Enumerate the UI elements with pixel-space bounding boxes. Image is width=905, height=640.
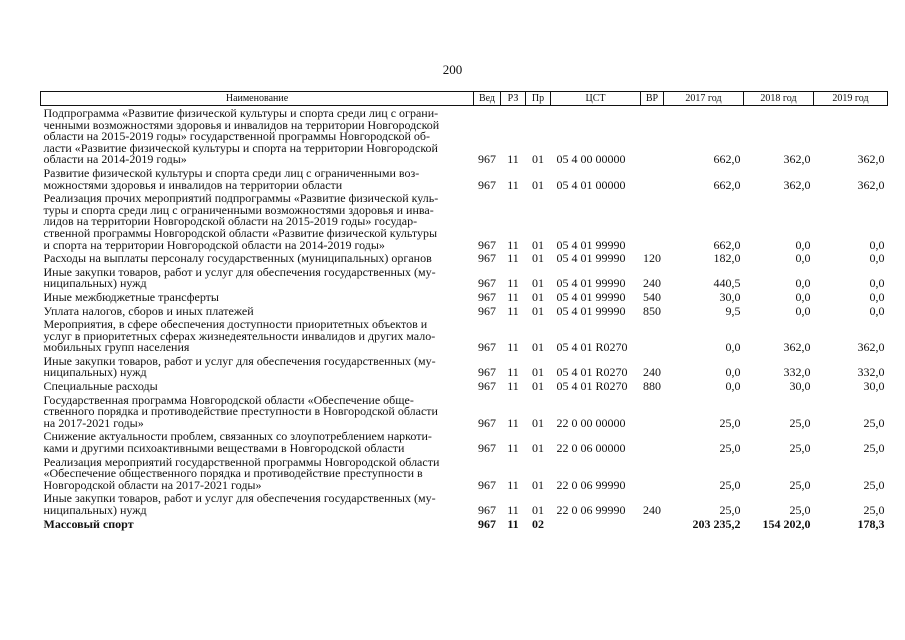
table-row (41, 491, 888, 516)
row-rz: 11 (507, 340, 519, 355)
row-cst: 05 4 01 R0270 (556, 379, 628, 394)
row-name-line: Иные межбюджетные трансферты (43, 289, 219, 304)
row-name-line: Реализация мероприятий государственной программы Новгородской области (43, 454, 440, 469)
row-pr: 01 (532, 340, 544, 355)
row-pr: 01 (532, 251, 544, 266)
table-row (41, 304, 888, 318)
row-2017: 440,5 (713, 276, 741, 291)
row-vr: 540 (643, 289, 661, 304)
row-cst: 05 4 01 99990 (556, 237, 626, 252)
row-vr (641, 393, 664, 430)
row-ved: 967 (478, 251, 496, 266)
row-pr: 01 (532, 177, 544, 192)
row-ved: 967 (478, 379, 496, 394)
row-name-line: мобильных групп населения (43, 340, 190, 355)
row-2018: 362,0 (783, 177, 811, 192)
row-name-line: Реализация прочих мероприятий подпрограммы «Развитие физической куль- (43, 191, 439, 206)
row-ved: 967 (478, 477, 496, 492)
row-2018: 0,0 (795, 251, 811, 266)
row-name-line: туры и спорта среди лиц с ограниченными возможностями здоровья и инва- (43, 202, 434, 217)
row-2019: 0,0 (869, 289, 885, 304)
row-name-line: и спорта на территории Новгородской области на 2014-2019 годы» (43, 237, 385, 252)
row-name-line: «Обеспечение общественного порядка и противодействие преступности в (43, 466, 423, 481)
header-2019: 2019 год (814, 92, 888, 106)
row-cst: 22 0 06 00000 (556, 441, 626, 456)
row-cst: 05 4 01 R0270 (556, 340, 628, 355)
row-2018: 332,0 (783, 365, 811, 380)
row-2017: 0,0 (725, 340, 741, 355)
row-ved: 967 (478, 441, 496, 456)
row-ved: 967 (478, 276, 496, 291)
row-2017: 662,0 (713, 152, 741, 167)
table-row (41, 191, 888, 251)
row-2017: 662,0 (713, 237, 741, 252)
row-2017: 30,0 (719, 289, 741, 304)
row-vr: 240 (643, 276, 661, 291)
table-row (41, 166, 888, 191)
row-name-line: Государственная программа Новгородской области «Обеспечение обще- (43, 392, 414, 407)
row-name (41, 429, 474, 454)
row-vr (641, 106, 664, 166)
row-2018: 0,0 (795, 237, 811, 252)
row-name (41, 265, 474, 290)
row-ved: 967 (478, 152, 496, 167)
row-name (41, 517, 474, 531)
row-pr: 01 (532, 303, 544, 318)
row-name-line: можностями здоровья и инвалидов на территории области (43, 177, 343, 192)
row-name-line: ласти «Развитие физической культуры и спорта на территории Новгородской (43, 140, 438, 155)
table-row (41, 379, 888, 393)
row-name-line: ственного порядка и противодействие преступности в Новгородской области (43, 404, 438, 419)
row-2018: 30,0 (789, 379, 811, 394)
row-rz: 11 (507, 415, 519, 430)
row-name-line: услуг в приоритетных сферах жизнедеятельности инвалидов и других мало- (43, 328, 436, 343)
row-name-line: Новгородской области на 2017-2021 годы» (43, 477, 262, 492)
header-2017: 2017 год (664, 92, 744, 106)
row-pr: 01 (532, 152, 544, 167)
row-name-line: ками и другими психоактивными веществами в Новгородской области (43, 441, 405, 456)
row-2019: 30,0 (863, 379, 885, 394)
row-2017: 25,0 (719, 503, 741, 517)
row-rz: 11 (507, 379, 519, 394)
row-rz: 11 (507, 477, 519, 492)
row-vr (641, 517, 664, 531)
row-name-line: области на 2014-2019 годы» (43, 152, 187, 167)
row-2019: 0,0 (869, 237, 885, 252)
row-2019: 362,0 (857, 152, 885, 167)
row-name-line: ниципальных) нужд (43, 276, 147, 291)
row-cst: 05 4 01 00000 (556, 177, 626, 192)
table-row (41, 251, 888, 265)
row-pr: 01 (532, 276, 544, 291)
row-name (41, 393, 474, 430)
header-cst: ЦСТ (551, 92, 641, 106)
row-ved: 967 (478, 415, 496, 430)
row-2017: 25,0 (719, 441, 741, 456)
row-2018: 25,0 (789, 503, 811, 517)
row-rz: 11 (507, 237, 519, 252)
row-2018: 154 202,0 (762, 516, 811, 531)
row-vr (641, 191, 664, 251)
row-name-line: Иные закупки товаров, работ и услуг для обеспечения государственных (му- (43, 264, 436, 279)
row-cst: 05 4 01 99990 (556, 276, 626, 291)
header-2018: 2018 год (744, 92, 814, 106)
row-name (41, 379, 474, 393)
row-2017: 9,5 (725, 303, 741, 318)
row-ved: 967 (478, 303, 496, 318)
row-pr: 01 (532, 237, 544, 252)
table-row (41, 393, 888, 430)
row-name (41, 455, 474, 492)
row-2018: 362,0 (783, 152, 811, 167)
row-2019: 332,0 (857, 365, 885, 380)
row-2019: 178,3 (857, 516, 885, 531)
row-name-line: ственной программы Новгородской области «Развитие физической культуры (43, 225, 438, 240)
table-row (41, 265, 888, 290)
row-name (41, 106, 474, 166)
row-name-line: лидов на территории Новгородской области на 2015-2019 годы» государ- (43, 214, 418, 229)
row-vr (641, 166, 664, 191)
row-cst: 22 0 06 99990 (556, 503, 626, 517)
row-2019: 25,0 (863, 503, 885, 517)
row-name-line: Массовый спорт (43, 516, 134, 531)
row-vr: 880 (643, 379, 661, 394)
row-2019: 25,0 (863, 441, 885, 456)
table-row (41, 317, 888, 354)
row-name-line: Расходы на выплаты персоналу государственных (муниципальных) органов (43, 251, 432, 266)
row-2017: 0,0 (725, 379, 741, 394)
row-name-line: Иные закупки товаров, работ и услуг для обеспечения государственных (му- (43, 353, 436, 368)
row-rz: 11 (507, 503, 519, 517)
row-vr (641, 455, 664, 492)
row-pr: 02 (532, 516, 544, 531)
header-vr: ВР (641, 92, 664, 106)
row-2017: 25,0 (719, 415, 741, 430)
row-name-line: Иные закупки товаров, работ и услуг для обеспечения государственных (му- (43, 491, 436, 506)
row-name (41, 166, 474, 191)
row-rz: 11 (507, 365, 519, 380)
table-row (41, 517, 888, 531)
table-body (41, 106, 888, 531)
table-row (41, 429, 888, 454)
row-ved: 967 (478, 177, 496, 192)
row-cst: 05 4 01 99990 (556, 251, 626, 266)
row-pr: 01 (532, 441, 544, 456)
row-cst: 05 4 00 00000 (556, 152, 626, 167)
row-2017: 25,0 (719, 477, 741, 492)
row-rz: 11 (507, 289, 519, 304)
row-cst: 05 4 01 99990 (556, 303, 626, 318)
row-2018: 0,0 (795, 303, 811, 318)
row-rz: 11 (507, 516, 519, 531)
row-name (41, 317, 474, 354)
row-pr: 01 (532, 365, 544, 380)
row-vr: 120 (643, 251, 661, 266)
row-2019: 0,0 (869, 251, 885, 266)
row-name (41, 354, 474, 379)
table-header-row (41, 92, 888, 106)
row-name-line: на 2017-2021 годы» (43, 415, 144, 430)
row-name-line: Снижение актуальности проблем, связанных со злоупотреблением наркоти- (43, 429, 432, 444)
row-2019: 0,0 (869, 276, 885, 291)
row-rz: 11 (507, 152, 519, 167)
row-name (41, 290, 474, 304)
row-vr: 850 (643, 303, 661, 318)
row-vr (641, 429, 664, 454)
row-name (41, 251, 474, 265)
row-name-line: ченными возможностями здоровья и инвалидов на территории Новгородской (43, 117, 440, 132)
row-2019: 25,0 (863, 477, 885, 492)
row-cst: 22 0 06 99990 (556, 477, 626, 492)
row-ved: 967 (478, 503, 496, 517)
row-2018: 362,0 (783, 340, 811, 355)
budget-table (40, 91, 888, 530)
row-name (41, 491, 474, 516)
row-name-line: Уплата налогов, сборов и иных платежей (43, 303, 254, 318)
table-row (41, 290, 888, 304)
row-2017: 182,0 (713, 251, 741, 266)
row-name (41, 304, 474, 318)
row-rz: 11 (507, 303, 519, 318)
row-2017: 203 235,2 (692, 516, 741, 531)
row-pr: 01 (532, 477, 544, 492)
row-2018: 25,0 (789, 477, 811, 492)
header-pr: Пр (526, 92, 551, 106)
row-name-line: Специальные расходы (43, 379, 158, 394)
row-2017: 662,0 (713, 177, 741, 192)
row-pr: 01 (532, 503, 544, 517)
row-pr: 01 (532, 379, 544, 394)
row-2019: 0,0 (869, 303, 885, 318)
row-cst: 05 4 01 R0270 (556, 365, 628, 380)
table-row (41, 354, 888, 379)
row-2018: 0,0 (795, 276, 811, 291)
row-pr: 01 (532, 289, 544, 304)
row-ved: 967 (478, 516, 496, 531)
row-name-line: области на 2015-2019 годы» государственной программы Новгородской об- (43, 129, 431, 144)
row-ved: 967 (478, 340, 496, 355)
row-2018: 25,0 (789, 441, 811, 456)
row-cst: 05 4 01 99990 (556, 289, 626, 304)
table-row (41, 106, 888, 166)
table-row (41, 455, 888, 492)
header-ved: Вед (474, 92, 501, 106)
row-2019: 362,0 (857, 340, 885, 355)
row-name-line: ниципальных) нужд (43, 365, 147, 380)
row-rz: 11 (507, 177, 519, 192)
header-name: Наименование (41, 92, 474, 106)
row-ved: 967 (478, 365, 496, 380)
row-ved: 967 (478, 237, 496, 252)
row-2017: 0,0 (725, 365, 741, 380)
row-name-line: Развитие физической культуры и спорта среди лиц с ограниченными воз- (43, 165, 420, 180)
row-2019: 25,0 (863, 415, 885, 430)
row-vr: 240 (643, 503, 661, 517)
row-2018: 25,0 (789, 415, 811, 430)
row-name-line: Мероприятия, в сфере обеспечения доступности приоритетных объектов и (43, 317, 428, 332)
row-ved: 967 (478, 289, 496, 304)
row-rz: 11 (507, 276, 519, 291)
row-vr (641, 317, 664, 354)
row-name (41, 191, 474, 251)
row-pr: 01 (532, 415, 544, 430)
row-2019: 362,0 (857, 177, 885, 192)
row-rz: 11 (507, 251, 519, 266)
row-name-line: Подпрограмма «Развитие физической культуры и спорта среди лиц с ограни- (43, 106, 439, 120)
row-2018: 0,0 (795, 289, 811, 304)
row-rz: 11 (507, 441, 519, 456)
header-rz: РЗ (501, 92, 526, 106)
row-vr: 240 (643, 365, 661, 380)
row-name-line: ниципальных) нужд (43, 503, 147, 517)
row-cst (551, 517, 641, 531)
page-number: 200 (442, 62, 463, 77)
row-cst: 22 0 00 00000 (556, 415, 626, 430)
